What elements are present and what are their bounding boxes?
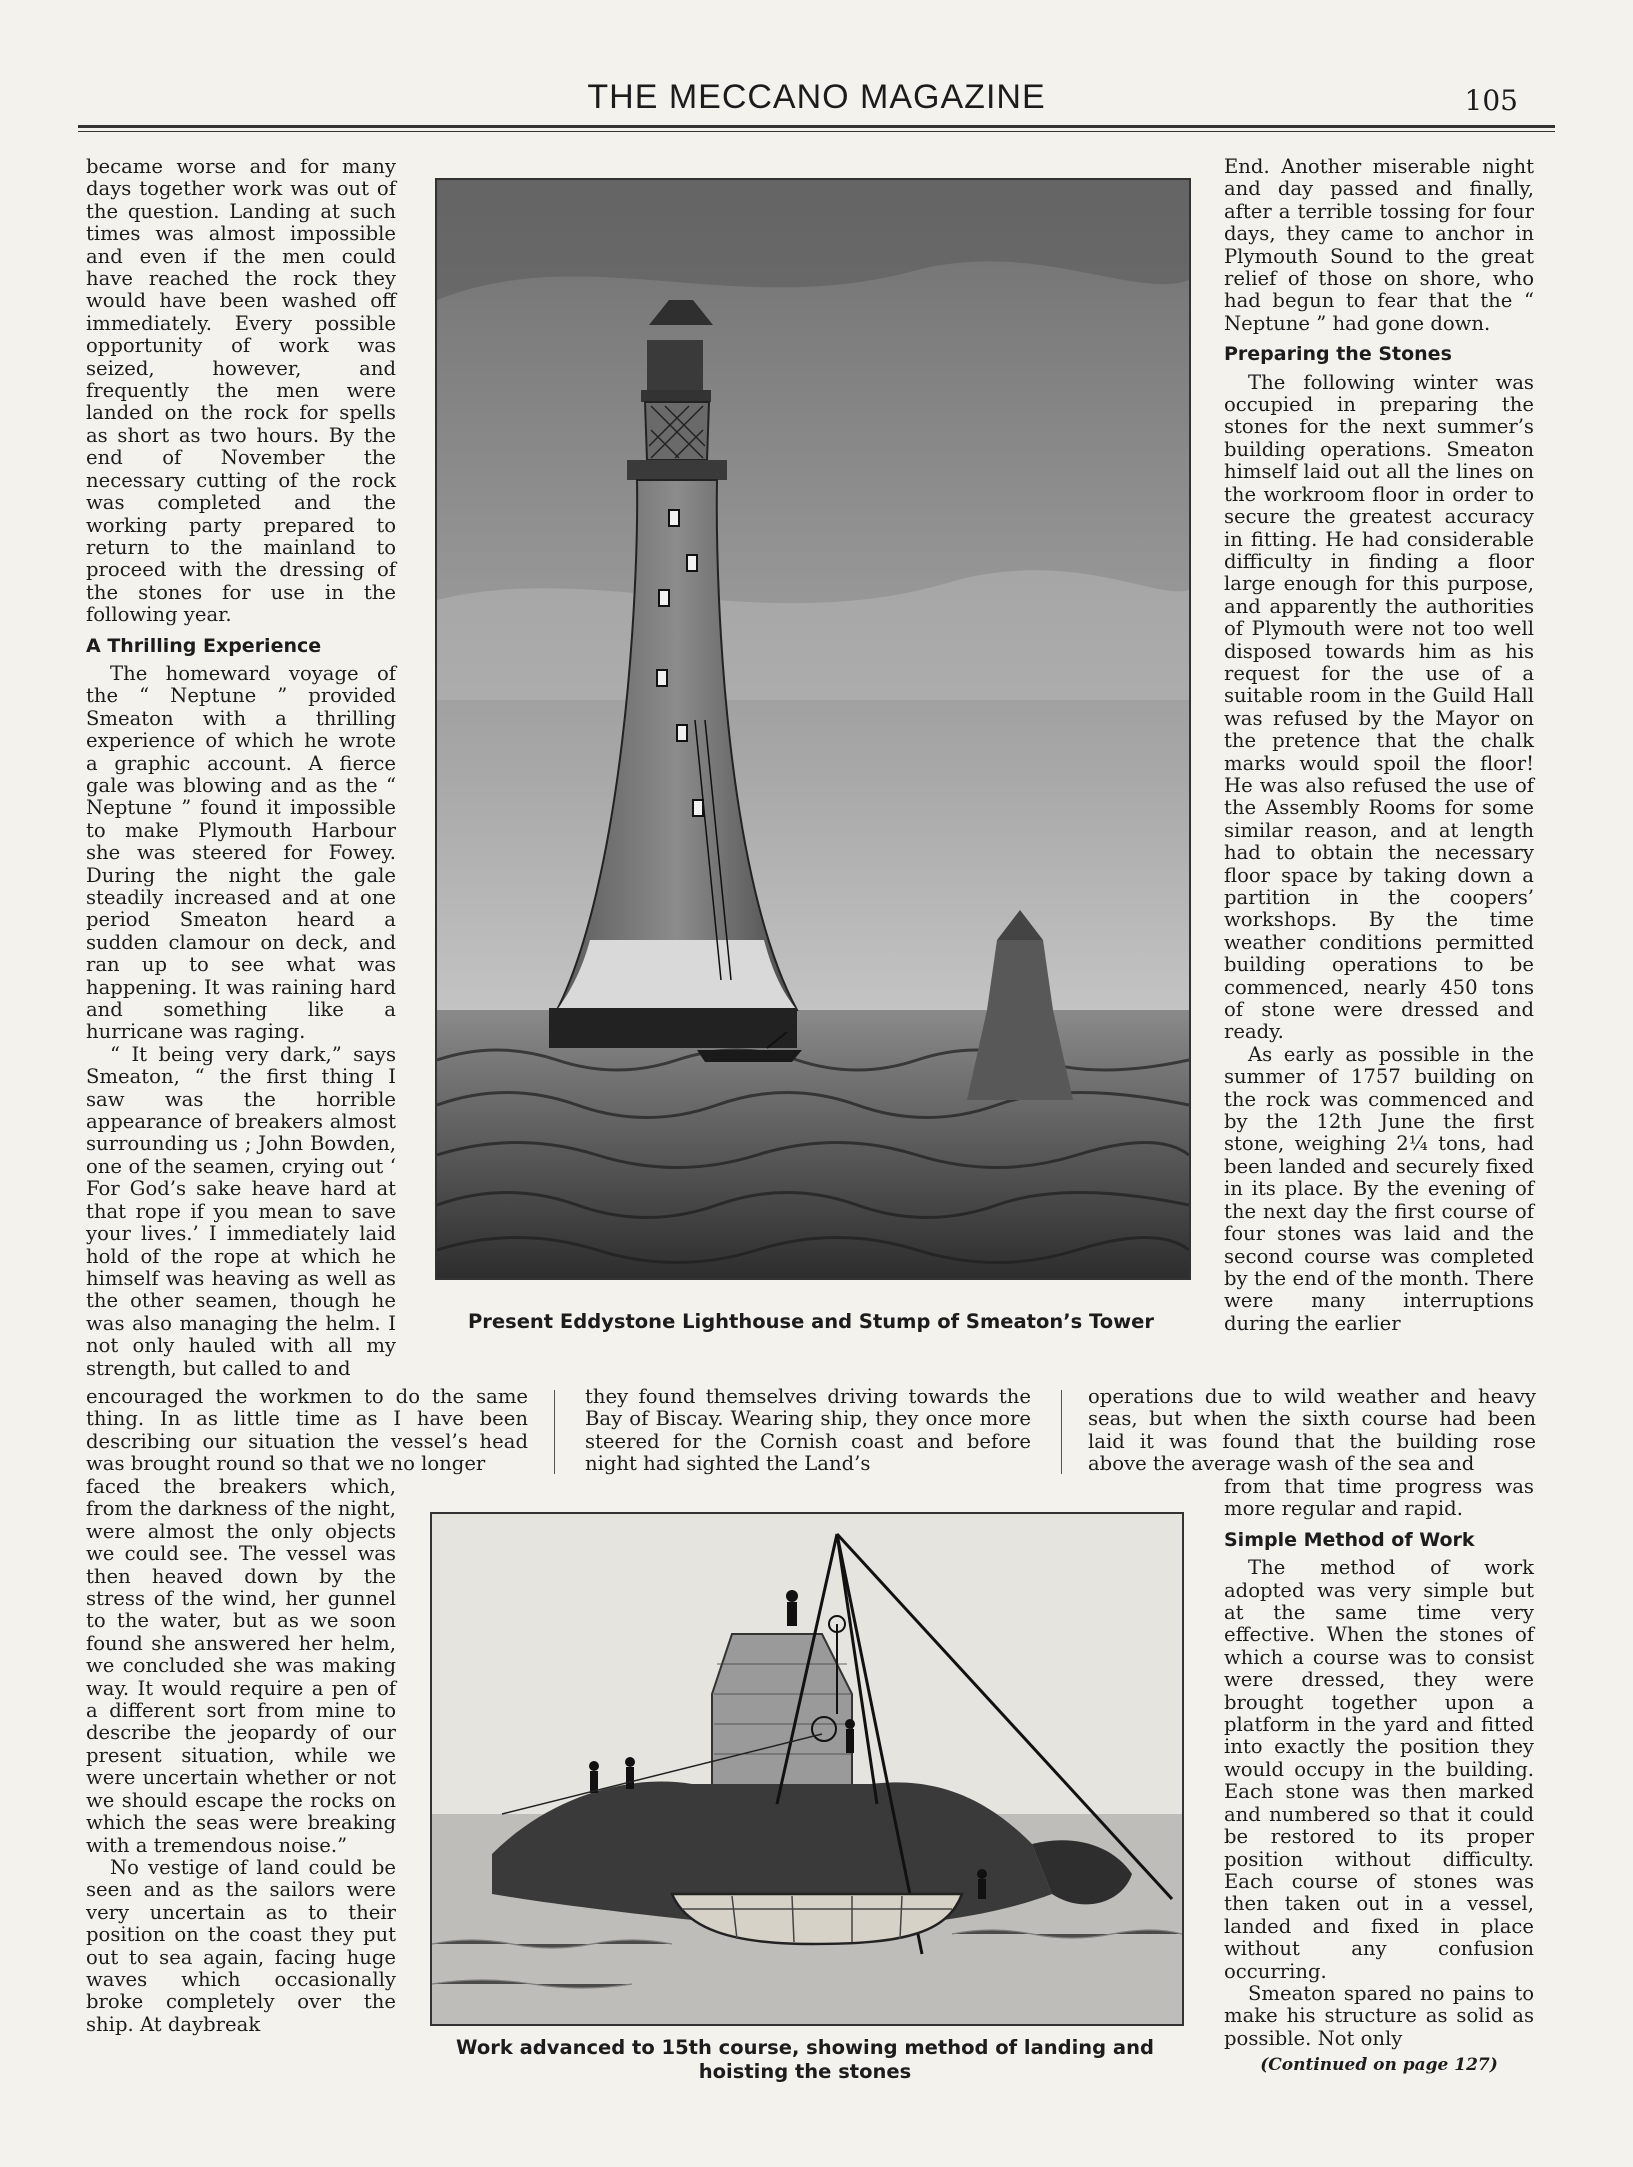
column-right-upper [1224, 156, 1534, 1335]
figure-lighthouse [435, 178, 1191, 1280]
column-divider [554, 1390, 555, 1474]
middle-band-col3 [1088, 1386, 1536, 1476]
page-number: 105 [1464, 84, 1518, 117]
middle-band-col1 [86, 1386, 528, 1476]
middle-band-col2 [585, 1386, 1031, 1476]
caption-line: Work advanced to 15th course, showing method of landing and [456, 2036, 1154, 2059]
figure-construction-caption [430, 2036, 1180, 2084]
paragraph: As early as possible in the summer of 1757 building on the rock was commenced and by the 12th June the first stone, weighing 2¼ tons, had been landed and securely fixed in its place. By the evening of the next day the first course of four stones was laid and the second course was completed by the end of the month. There were many interruptions during the earlier [1224, 1042, 1534, 1335]
construction-illustration [432, 1514, 1182, 2024]
heading-simple-method-of-work: Simple Method of Work [1224, 1528, 1475, 1551]
continued-note: (Continued on page 127) [1260, 2055, 1498, 2076]
paragraph: faced the breakers which, from the darkness of the night, were almost the only objects we could see. The vessel was then heaved down by the stress of the wind, her gunnel to the water, but as we soon found she answered her helm, we concluded she was making way. It would require a pen of a different sort from mine to describe the jeopardy of our present situation, while we were uncertain whether or not we should escape the rocks on which the seas were breaking with a tremendous noise.” [86, 1475, 396, 1857]
header-rule [78, 125, 1555, 128]
column-left-upper [86, 156, 396, 1380]
magazine-title: THE MECCANO MAGAZINE [587, 78, 1046, 116]
paragraph: No vestige of land could be seen and as the sailors were very uncertain as to their position on the coast they put out to sea again, facing huge waves which occasionally broke completely over the ship. At daybreak [86, 1855, 396, 2036]
heading-thrilling-experience: A Thrilling Experience [86, 634, 322, 657]
heading-preparing-the-stones: Preparing the Stones [1224, 343, 1452, 366]
lighthouse-illustration [437, 180, 1189, 1278]
paragraph: operations due to wild weather and heavy seas, but when the sixth course had been laid it was found that the building rose above the average wash of the sea and [1088, 1385, 1536, 1476]
paragraph: became worse and for many days together work was out of the question. Landing at such times was almost impossible and even if the men could have reached the rock they would have been washed off immediately. Every possible opportunity of work was seized, however, and frequently the men were landed on the rock for spells as short as two hours. By the end of November the necessary cutting of the rock was completed and the working party prepared to return to the mainland to proceed with the dressing of the stones for use in the following year. [86, 155, 396, 627]
paragraph: encouraged the workmen to do the same thing. In as little time as I have been describing our situation the vessel’s head was brought round so that we no longer [86, 1385, 528, 1476]
paragraph: Smeaton spared no pains to make his structure as solid as possible. Not only [1224, 1981, 1534, 2050]
paragraph: they found themselves driving towards the Bay of Biscay. Wearing ship, they once more steered for the Cornish coast and before night had sighted the Land’s [585, 1385, 1031, 1476]
paragraph: from that time progress was more regular and rapid. [1224, 1475, 1534, 1521]
figure-lighthouse-caption: Present Eddystone Lighthouse and Stump of Smeaton’s Tower [467, 1310, 1155, 1333]
figure-construction [430, 1512, 1184, 2026]
column-divider [1061, 1390, 1062, 1474]
caption-line: hoisting the stones [698, 2060, 912, 2083]
paragraph: End. Another miserable night and day passed and finally, after a terrible tossing for four days, they came to anchor in Plymouth Sound to the great relief of those on shore, who had begun to fear that the “ Neptune ” had gone down. [1224, 155, 1534, 335]
header-rule-thin [78, 131, 1555, 132]
column-left-lower [86, 1476, 396, 2036]
paragraph: The following winter was occupied in preparing the stones for the next summer’s building operations. Smeaton himself laid out all the lines on the workroom floor in order to secure the greatest accuracy in fitting. He had considerable difficulty in finding a floor large enough for this purpose, and apparently the authorities of Plymouth were not too well disposed towards him as his request for the use of a suitable room in the Guild Hall was refused by the Mayor on the pretence that the chalk marks would spoil the floor! He was also refused the use of the Assembly Rooms for some similar reason, and at length had to obtain the necessary floor space by taking down a partition in the coopers’ workshops. By the time weather conditions permitted building operations to be commenced, nearly 450 tons of stone were dressed and ready. [1224, 370, 1534, 1044]
column-right-lower [1224, 1476, 1534, 2077]
paragraph: “ It being very dark,” says Smeaton, “ the first thing I saw was the horrible appearance of breakers almost surrounding us ; John Bowden, one of the seamen, crying out ‘ For God’s sake heave hard at that rope if you mean to save your lives.’ I immediately laid hold of the rope at which he himself was heaving as well as the other seamen, though he was also managing the helm. I not only hauled with all my strength, but called to and [86, 1042, 396, 1380]
paragraph: The method of work adopted was very simple but at the same time very effective. When the stones of which a course was to consist were dressed, they were brought together upon a platform in the yard and fitted into exactly the position they would occupy in the building. Each stone was then marked and numbered so that it could be restored to its proper position without difficulty. Each course of stones was then taken out in a vessel, landed and fixed in place without any confusion occurring. [1224, 1556, 1534, 1983]
paragraph: The homeward voyage of the “ Neptune ” provided Smeaton with a thrilling experience of which he wrote a graphic account. A fierce gale was blowing and as the “ Neptune ” found it impossible to make Plymouth Harbour she was steered for Fowey. During the night the gale steadily increased and at one period Smeaton heard a sudden clamour on deck, and ran up to see what was happening. It was raining hard and something like a hurricane was raging. [86, 661, 396, 1044]
